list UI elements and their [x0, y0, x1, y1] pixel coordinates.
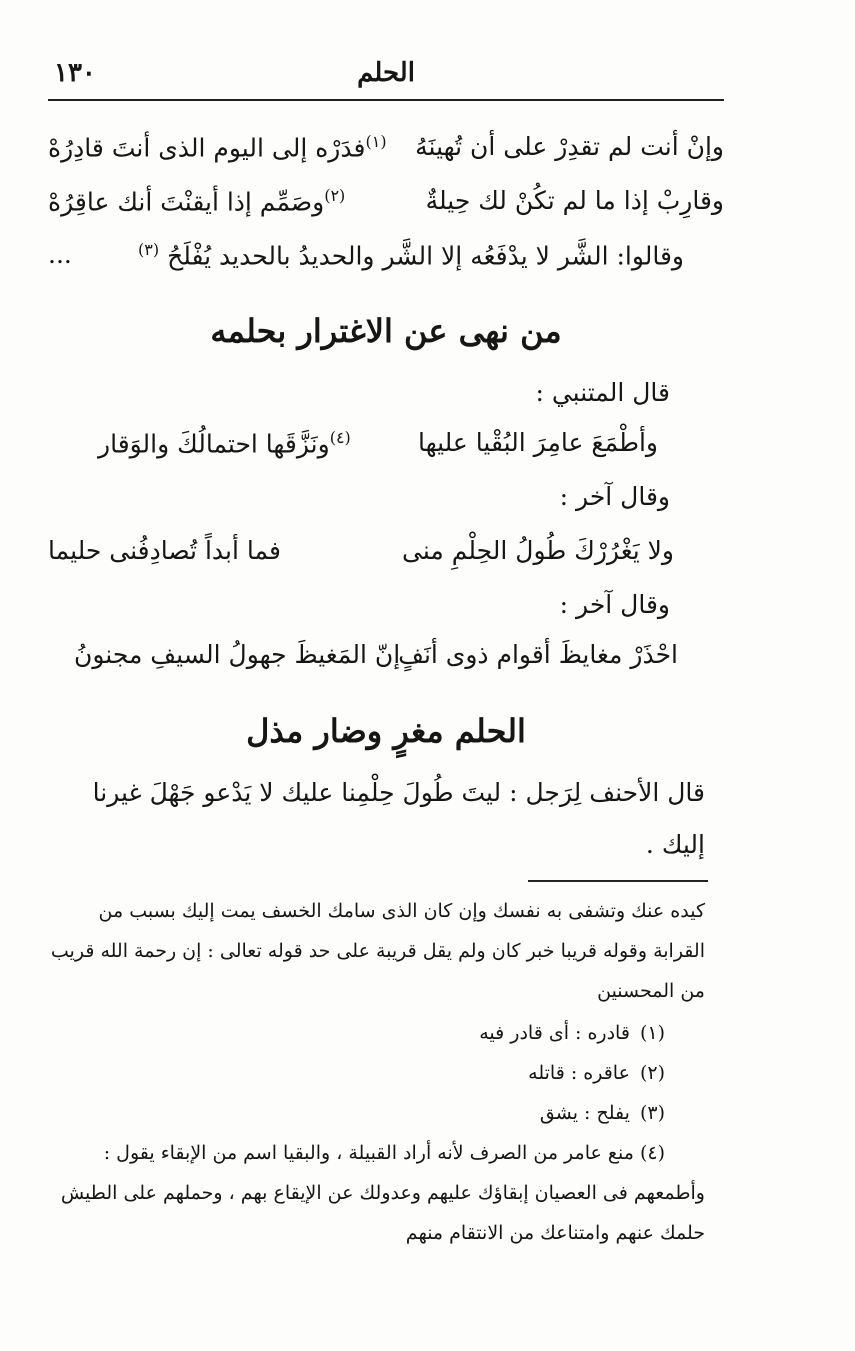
footnote-4-line: (٤) منع عامر من الصرف لأنه أراد القبيلة ، والبقيا اسم من الإبقاء يقول : — [103, 1142, 665, 1164]
section-heading: الحلم مغرٍ وضار مذل — [246, 712, 526, 750]
verse-line-3 — [98, 428, 658, 468]
poet-intro: وقال آخر : — [559, 482, 670, 511]
section-heading: من نهى عن الاغترار بحلمه — [210, 312, 562, 350]
page-header — [48, 58, 724, 98]
proverb-body: وقالوا: الشَّر لا يدْفَعُه إلا الشَّر والحديدُ بالحديد يُفْلَحُ — [167, 241, 684, 271]
running-title: الحلم — [357, 58, 415, 88]
poet-intro: قال المتنبي : — [535, 378, 670, 407]
verse-first-hemistich: وقارِبْ إذا ما لم تكُنْ لك حِيلةٌ — [425, 186, 724, 215]
footnote-rule — [528, 880, 708, 882]
verse-second-text: فدَرْه إلى اليوم الذى أنتَ قادِرُهْ — [48, 133, 366, 163]
verse-line-4 — [48, 536, 674, 576]
footnote-number: (١) — [639, 1022, 665, 1044]
footnote-text: يفلح : يشق — [539, 1102, 630, 1124]
footnote-continuation-line: من المحسنين — [597, 980, 705, 1002]
footnote — [528, 1062, 665, 1084]
footnote-marker: (٢) — [324, 186, 346, 205]
prose-line: إليك . — [645, 830, 705, 859]
prose-line: قال الأحنف لِرَجل : ليتَ طُولَ حِلْمِنا عليك لا يَدْعو جَهْلَ غيرنا — [92, 778, 705, 807]
footnote-4-line: حلمك عنهم وامتناعك من الانتقام منهم — [405, 1222, 705, 1244]
footnote-marker: (٤) — [329, 428, 351, 447]
verse-second-text: ونَزَّقَها احتمالُكَ والوَقار — [98, 429, 330, 459]
verse-second-hemistich — [48, 132, 387, 162]
footnote — [540, 1102, 665, 1124]
footnote-number: (٣) — [639, 1102, 665, 1124]
verse-second-hemistich — [48, 186, 345, 216]
verse-line-2 — [48, 186, 724, 226]
verse-line-1 — [48, 132, 724, 172]
footnote-text: قادره : أى قادر فيه — [479, 1022, 630, 1044]
proverb-text — [138, 240, 684, 270]
header-rule — [48, 99, 724, 101]
verse-second-text: وصَمِّم إذا أيقنْتَ أنك عاقِرُهْ — [48, 187, 325, 217]
poet-intro: وقال آخر : — [559, 590, 670, 619]
page-number: ١٣٠ — [54, 58, 96, 88]
verse-first-hemistich: ولا يَغْرُرْكَ طُولُ الحِلْمِ منى — [402, 536, 674, 565]
footnote-text: عاقره : قاتله — [528, 1062, 630, 1084]
verse-first-hemistich: وأطْمَعَ عامِرَ البُقْيا عليها — [417, 428, 658, 457]
footnote-marker: (١) — [365, 132, 387, 151]
footnote-4-line: وأطمعهم فى العصيان إبقاؤك عليهم وعدولك عن الإيقاع بهم ، وحملهم على الطيش — [60, 1182, 705, 1204]
verse-second-hemistich: فما أبداً تُصادِفُنى حليما — [48, 536, 281, 565]
footnote — [479, 1022, 665, 1044]
footnote-number: (٢) — [639, 1062, 665, 1084]
proverb-line — [48, 240, 684, 280]
footnote-continuation-line: القرابة وقوله قريبا خبر كان ولم يقل قريبة على حد قوله تعالى : إن رحمة الله قريب — [50, 940, 705, 962]
verse-second-hemistich — [98, 428, 351, 458]
proverb-ellipsis: ... — [48, 240, 72, 269]
verse-second-hemistich: إنّ المَغيظَ جهولُ السيفِ مجنونُ — [74, 640, 401, 669]
verse-first-hemistich: احْذَرْ مغايظَ أقوام ذوى أنَفٍ — [398, 640, 678, 669]
footnote-continuation-line: كيده عنك وتشفى به نفسك وإن كان الذى سامك الخسف يمت إليك بسبب من — [98, 900, 705, 922]
verse-first-hemistich: وإنْ أنت لم تقدِرْ على أن تُهينَهُ — [415, 132, 724, 161]
footnote-marker: (٣) — [138, 240, 160, 259]
verse-line-5 — [74, 640, 678, 680]
